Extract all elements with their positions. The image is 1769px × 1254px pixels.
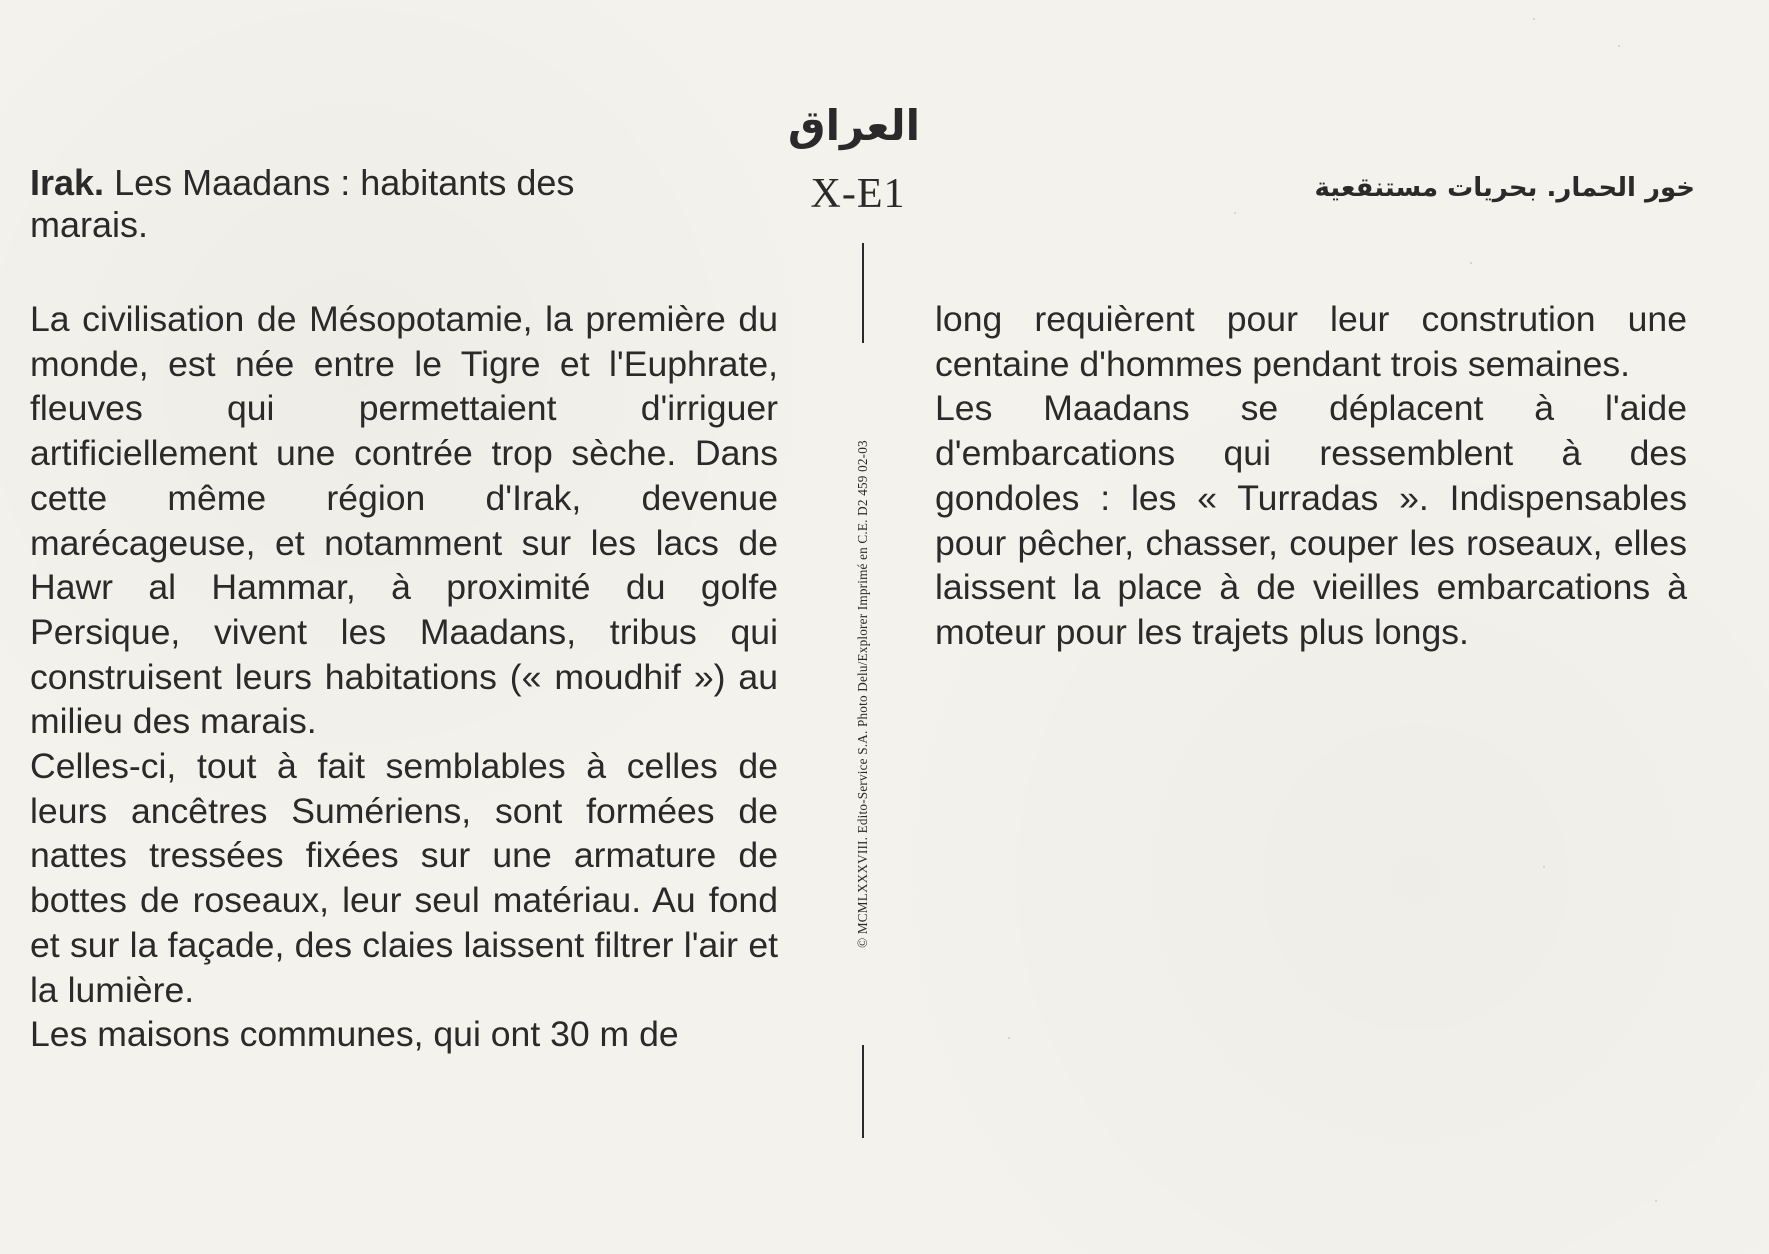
vertical-credit-text: © MCMLXXXVIII. Edito-Service S.A. Photo Delu/Explorer Imprimé en C.E. D2 459 02-03 — [855, 440, 870, 948]
title-country: Irak. — [30, 162, 105, 203]
arabic-caption: خور الحمار. بحريات مستنقعية — [1314, 173, 1695, 203]
paper-speck — [1533, 18, 1535, 20]
postcard-title — [30, 162, 670, 246]
right-paragraph-2: Les Maadans se déplacent à l'aide d'embarcations qui ressemblent à des gondoles : les « Turradas ». Indispensables pour pêcher, chasser, couper les roseaux, elles laissent la place à de vieilles embarcations à moteur pour les trajets plus longs. — [935, 388, 1687, 652]
center-divider-bottom — [862, 1045, 864, 1138]
paper-speck — [1008, 1037, 1010, 1039]
left-text-column — [30, 297, 778, 1057]
paper-speck — [1618, 45, 1620, 47]
left-paragraph-1: La civilisation de Mésopotamie, la première du monde, est née entre le Tigre et l'Euphrate, fleuves qui permettaient d'irriguer artificiellement une contrée trop sèche. Dans cette même région d'Irak, devenue marécageuse, et notamment sur les lacs de Hawr al Hammar, à proximité du golfe Persique, vivent les Maadans, tribus qui construisent leurs habitations (« moudhif ») au milieu des marais. — [30, 299, 778, 742]
title-subtitle: Les Maadans : habitants des marais. — [30, 162, 575, 245]
left-paragraph-3: Les maisons communes, qui ont 30 m de — [30, 1014, 679, 1055]
center-divider-top — [862, 243, 864, 343]
paper-speck — [1234, 212, 1236, 214]
arabic-country-name: العراق — [788, 101, 920, 150]
paper-speck — [1470, 262, 1472, 264]
card-code: X-E1 — [810, 171, 906, 217]
right-text-column — [935, 297, 1687, 655]
paper-speck — [1655, 1200, 1657, 1202]
paper-speck — [1543, 866, 1545, 868]
right-paragraph-1: long requièrent pour leur constrution une centaine d'hommes pendant trois semaines. — [935, 299, 1687, 384]
left-paragraph-2: Celles-ci, tout à fait semblables à celles de leurs ancêtres Sumériens, sont formées de nattes tressées fixées sur une armature de bottes de roseaux, leur seul matériau. Au fond et sur la façade, des claies laissent filtrer l'air et la lumière. — [30, 746, 778, 1010]
